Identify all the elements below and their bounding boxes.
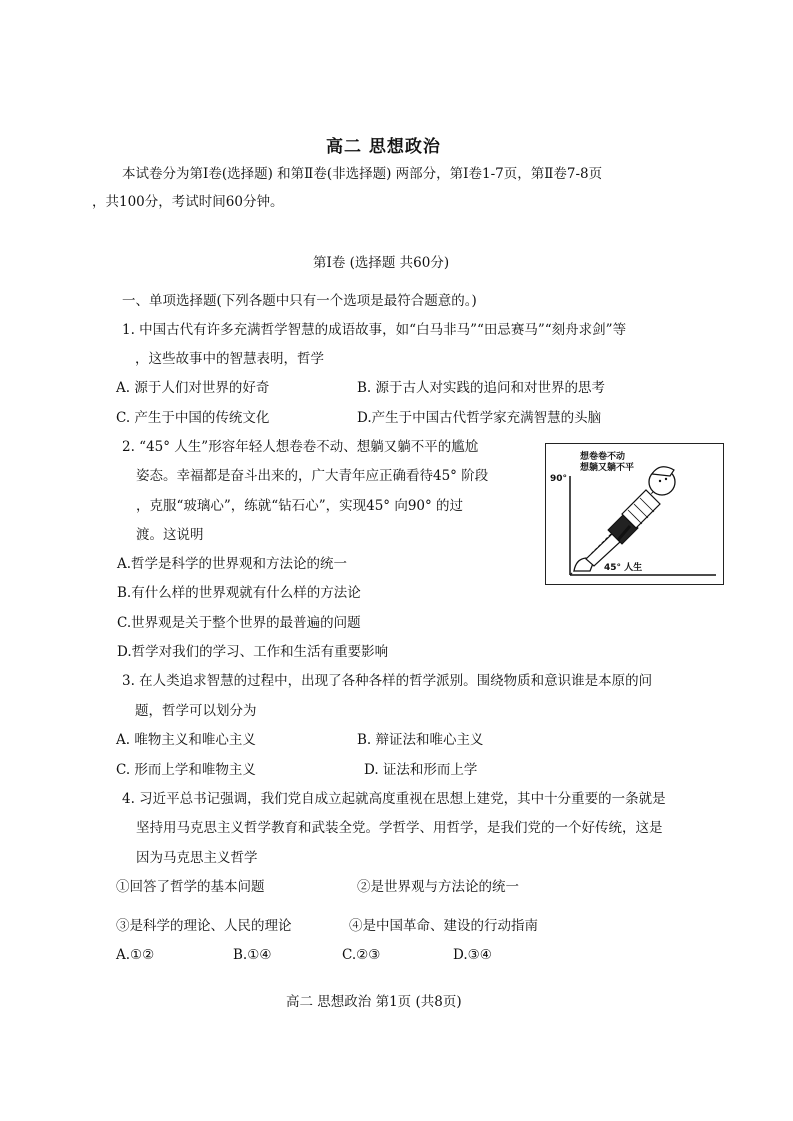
q2-option-a: A.哲学是科学的世界观和方法论的统一 [117,556,348,572]
q2-cartoon-figure [545,443,724,585]
q2-option-d: D.哲学对我们的学习、工作和生活有重要影响 [117,644,389,660]
q4-stem-line-3: 因为马克思主义哲学 [136,850,258,866]
intro-line-1: 本试卷分为第Ⅰ卷(选择题) 和第Ⅱ卷(非选择题) 两部分，第Ⅰ卷1-7页，第Ⅱ卷7-8页 [122,166,603,182]
q2-option-c: C.世界观是关于整个世界的最普遍的问题 [117,615,361,631]
q4-option-c: C.②③ [342,947,381,963]
q2-stem-line-3: ，克服“玻璃心”，练就“钻石心”，实现45° 向90° 的过 [136,498,464,514]
q1-option-b: B. 源于古人对实践的追问和对世界的思考 [357,380,606,396]
q4-option-d: D.③④ [453,947,492,963]
section-title: 第Ⅰ卷 (选择题 共60分) [313,255,450,271]
figure-label-90: 90° [550,474,568,484]
q4-item-1: ①回答了哲学的基本问题 [116,879,265,895]
q4-item-4: ④是中国革命、建设的行动指南 [349,918,538,934]
figure-caption-line-1: 想卷卷不动 [580,452,626,462]
figure-caption-line-2: 想躺又躺不平 [580,463,635,473]
q4-stem-line-1: 4. 习近平总书记强调，我们党自成立起就高度重视在思想上建党，其中十分重要的一条就是 [122,791,666,807]
q1-option-d: D.产生于中国古代哲学家充满智慧的头脑 [357,410,602,426]
q2-stem-line-4: 渡。这说明 [136,527,204,543]
q1-option-c: C. 产生于中国的传统文化 [116,410,270,426]
q2-stem-line-2: 姿态。幸福都是奋斗出来的，广大青年应正确看待45° 阶段 [136,468,489,484]
figure-label-45: 45° 人生 [604,563,643,573]
q4-item-2: ②是世界观与方法论的统一 [357,879,519,895]
q4-option-a: A.①② [116,947,155,963]
page-title: 高二 思想政治 [326,137,441,157]
part-heading: 一、单项选择题(下列各题中只有一个选项是最符合题意的。) [122,293,477,309]
q3-option-a: A. 唯物主义和唯心主义 [116,732,256,748]
q3-option-d: D. 证法和形而上学 [364,762,478,778]
q2-stem-line-1: 2. “45° 人生”形容年轻人想卷卷不动、想躺又躺不平的尴尬 [122,439,479,455]
lying-person-illustration [546,444,723,584]
q3-option-b: B. 辩证法和唯心主义 [357,732,484,748]
q4-option-b: B.①④ [233,947,272,963]
q4-item-3: ③是科学的理论、人民的理论 [116,918,292,934]
q4-stem-line-2: 坚持用马克思主义哲学教育和武装全党。学哲学、用哲学，是我们党的一个好传统，这是 [136,820,663,836]
q1-option-a: A. 源于人们对世界的好奇 [116,380,270,396]
q2-option-b: B.有什么样的世界观就有什么样的方法论 [117,585,361,601]
page-footer: 高二 思想政治 第1页 (共8页) [286,994,462,1010]
q3-stem-line-2: 题，哲学可以划分为 [135,703,257,719]
q3-stem-line-1: 3. 在人类追求智慧的过程中，出现了各种各样的哲学派别。围绕物质和意识谁是本原的问 [122,673,653,689]
intro-line-2: ，共100分，考试时间60分钟。 [92,194,284,210]
q1-stem-line-2: ，这些故事中的智慧表明，哲学 [135,351,324,367]
q1-stem-line-1: 1. 中国古代有许多充满哲学智慧的成语故事，如“白马非马”“田忌赛马”“刻舟求剑”等 [122,322,627,338]
q3-option-c: C. 形而上学和唯物主义 [116,762,256,778]
